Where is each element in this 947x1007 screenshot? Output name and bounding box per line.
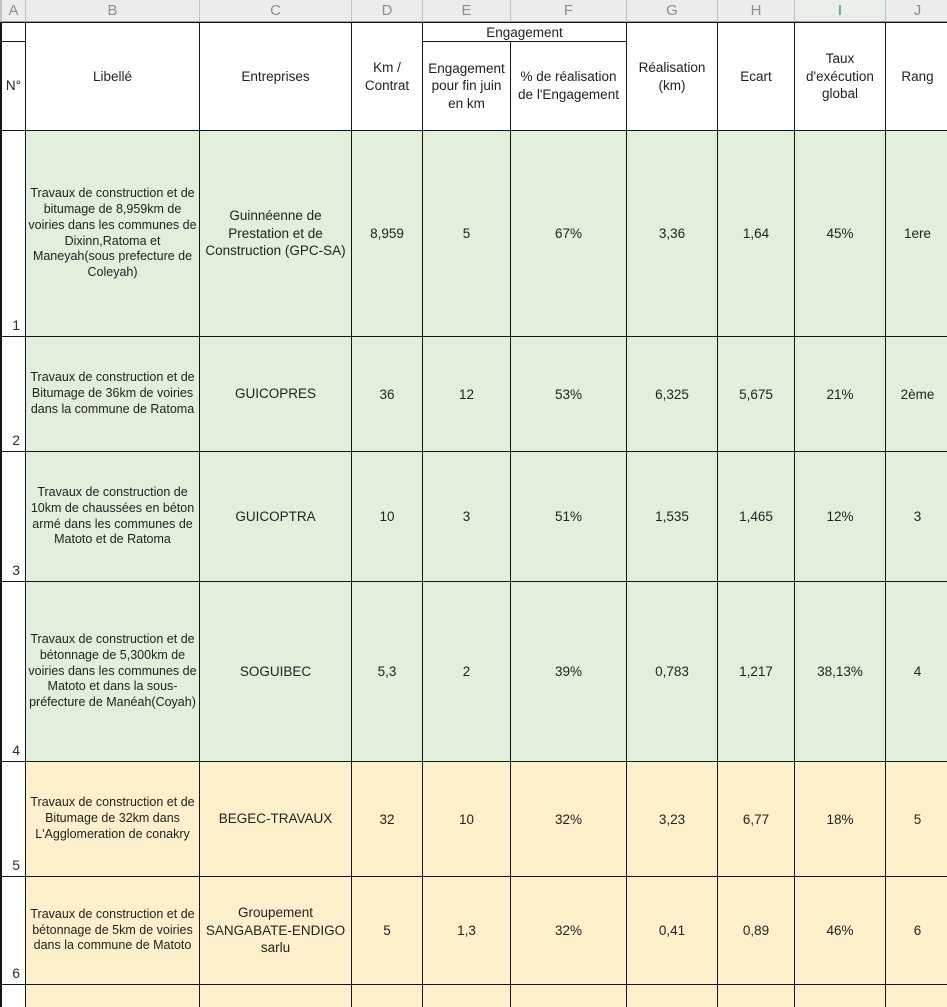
cell-realisation-6[interactable]: 0,41: [627, 877, 717, 984]
cell-empty-e7[interactable]: [423, 985, 510, 1007]
cell-km-contrat-6[interactable]: 5: [352, 877, 422, 984]
cell-realisation-1[interactable]: 3,36: [627, 131, 717, 336]
cell-entreprise-2[interactable]: GUICOPRES: [200, 337, 351, 451]
cell-realisation-3[interactable]: 1,535: [627, 452, 717, 581]
cell-entreprise-4[interactable]: SOGUIBEC: [200, 582, 351, 761]
cell-num-5[interactable]: 5: [2, 762, 25, 876]
cell-taux-5[interactable]: 18%: [795, 762, 885, 876]
column-header-A[interactable]: A: [2, 0, 25, 21]
cell-engagement-6[interactable]: 1,3: [423, 877, 510, 984]
cell-above-num-header[interactable]: [2, 23, 25, 41]
cell-km-contrat-4[interactable]: 5,3: [352, 582, 422, 761]
header-realisation-km[interactable]: Réalisation (km): [627, 23, 717, 130]
column-header-I-selected[interactable]: I: [795, 0, 885, 21]
header-engagement-fin-juin[interactable]: Engagement pour fin juin en km: [423, 42, 510, 130]
header-ecart[interactable]: Ecart: [718, 23, 794, 130]
cell-entreprise-3[interactable]: GUICOPTRA: [200, 452, 351, 581]
cell-empty-c7[interactable]: [200, 985, 351, 1007]
column-header-E[interactable]: E: [423, 0, 510, 21]
sheet-grid: [0, 22, 947, 1007]
cell-num-3[interactable]: 3: [2, 452, 25, 581]
header-pct-realisation[interactable]: % de réalisation de l'Engagement: [511, 42, 626, 130]
cell-rang-2[interactable]: 2ème: [886, 337, 947, 451]
cell-empty-f7[interactable]: [511, 985, 626, 1007]
column-header-D[interactable]: D: [352, 0, 422, 21]
cell-pct-realisation-5[interactable]: 32%: [511, 762, 626, 876]
cell-libelle-4[interactable]: Travaux de construction et de bétonnage de 5,300km de voiries dans les communes de Matoto et dans la sous-préfecture de Manéah(Coyah): [26, 582, 199, 761]
column-header-C[interactable]: C: [200, 0, 351, 21]
cell-num-7[interactable]: [2, 985, 25, 1007]
cell-taux-3[interactable]: 12%: [795, 452, 885, 581]
cell-taux-1[interactable]: 45%: [795, 131, 885, 336]
cell-num-1[interactable]: 1: [2, 131, 25, 336]
cell-km-contrat-1[interactable]: 8,959: [352, 131, 422, 336]
cell-km-contrat-2[interactable]: 36: [352, 337, 422, 451]
cell-libelle-1[interactable]: Travaux de construction et de bitumage de 8,959km de voiries dans les communes de Dixinn,Ratoma et Maneyah(sous prefecture de Coleyah): [26, 131, 199, 336]
cell-engagement-1[interactable]: 5: [423, 131, 510, 336]
column-header-J[interactable]: J: [886, 0, 947, 21]
cell-num-4[interactable]: 4: [2, 582, 25, 761]
cell-taux-6[interactable]: 46%: [795, 877, 885, 984]
cell-engagement-2[interactable]: 12: [423, 337, 510, 451]
column-header-H[interactable]: H: [718, 0, 794, 21]
header-num[interactable]: N°: [2, 42, 25, 130]
column-header-G[interactable]: G: [627, 0, 717, 21]
cell-ecart-4[interactable]: 1,217: [718, 582, 794, 761]
cell-realisation-4[interactable]: 0,783: [627, 582, 717, 761]
cell-ecart-3[interactable]: 1,465: [718, 452, 794, 581]
cell-pct-realisation-6[interactable]: 32%: [511, 877, 626, 984]
cell-libelle-2[interactable]: Travaux de construction et de Bitumage de 36km de voiries dans la commune de Ratoma: [26, 337, 199, 451]
cell-rang-6[interactable]: 6: [886, 877, 947, 984]
cell-entreprise-6[interactable]: Groupement SANGABATE-ENDIGO sarlu: [200, 877, 351, 984]
header-km-contrat[interactable]: Km / Contrat: [352, 23, 422, 130]
cell-num-2[interactable]: 2: [2, 337, 25, 451]
cell-libelle-6[interactable]: Travaux de construction et de bétonnage de 5km de voiries dans la commune de Matoto: [26, 877, 199, 984]
cell-engagement-4[interactable]: 2: [423, 582, 510, 761]
header-taux-execution[interactable]: Taux d'exécution global: [795, 23, 885, 130]
cell-realisation-5[interactable]: 3,23: [627, 762, 717, 876]
cell-pct-realisation-1[interactable]: 67%: [511, 131, 626, 336]
cell-empty-d7[interactable]: [352, 985, 422, 1007]
cell-taux-2[interactable]: 21%: [795, 337, 885, 451]
header-entreprises[interactable]: Entreprises: [200, 23, 351, 130]
cell-rang-4[interactable]: 4: [886, 582, 947, 761]
cell-ecart-1[interactable]: 1,64: [718, 131, 794, 336]
column-header-B[interactable]: B: [26, 0, 199, 21]
header-engagement-group[interactable]: Engagement: [423, 23, 626, 41]
column-header-row: [0, 0, 947, 22]
cell-empty-g7[interactable]: [627, 985, 717, 1007]
cell-libelle-5[interactable]: Travaux de construction et de Bitumage de 32km dans L'Agglomeration de conakry: [26, 762, 199, 876]
cell-taux-4[interactable]: 38,13%: [795, 582, 885, 761]
header-libelle[interactable]: Libellé: [26, 23, 199, 130]
cell-empty-b7[interactable]: [26, 985, 199, 1007]
cell-pct-realisation-4[interactable]: 39%: [511, 582, 626, 761]
cell-empty-h7[interactable]: [718, 985, 794, 1007]
cell-empty-j7[interactable]: [886, 985, 947, 1007]
cell-rang-5[interactable]: 5: [886, 762, 947, 876]
column-header-F[interactable]: F: [511, 0, 626, 21]
cell-ecart-6[interactable]: 0,89: [718, 877, 794, 984]
cell-engagement-3[interactable]: 3: [423, 452, 510, 581]
cell-km-contrat-5[interactable]: 32: [352, 762, 422, 876]
cell-ecart-2[interactable]: 5,675: [718, 337, 794, 451]
cell-km-contrat-3[interactable]: 10: [352, 452, 422, 581]
cell-entreprise-1[interactable]: Guinnéenne de Prestation et de Construction (GPC-SA): [200, 131, 351, 336]
cell-pct-realisation-3[interactable]: 51%: [511, 452, 626, 581]
cell-rang-3[interactable]: 3: [886, 452, 947, 581]
cell-libelle-3[interactable]: Travaux de construction de 10km de chaussées en béton armé dans les communes de Matoto et de Ratoma: [26, 452, 199, 581]
cell-num-6[interactable]: 6: [2, 877, 25, 984]
cell-empty-i7[interactable]: [795, 985, 885, 1007]
cell-engagement-5[interactable]: 10: [423, 762, 510, 876]
cell-entreprise-5[interactable]: BEGEC-TRAVAUX: [200, 762, 351, 876]
cell-rang-1[interactable]: 1ere: [886, 131, 947, 336]
cell-ecart-5[interactable]: 6,77: [718, 762, 794, 876]
cell-realisation-2[interactable]: 6,325: [627, 337, 717, 451]
cell-pct-realisation-2[interactable]: 53%: [511, 337, 626, 451]
header-rang[interactable]: Rang: [886, 23, 947, 130]
